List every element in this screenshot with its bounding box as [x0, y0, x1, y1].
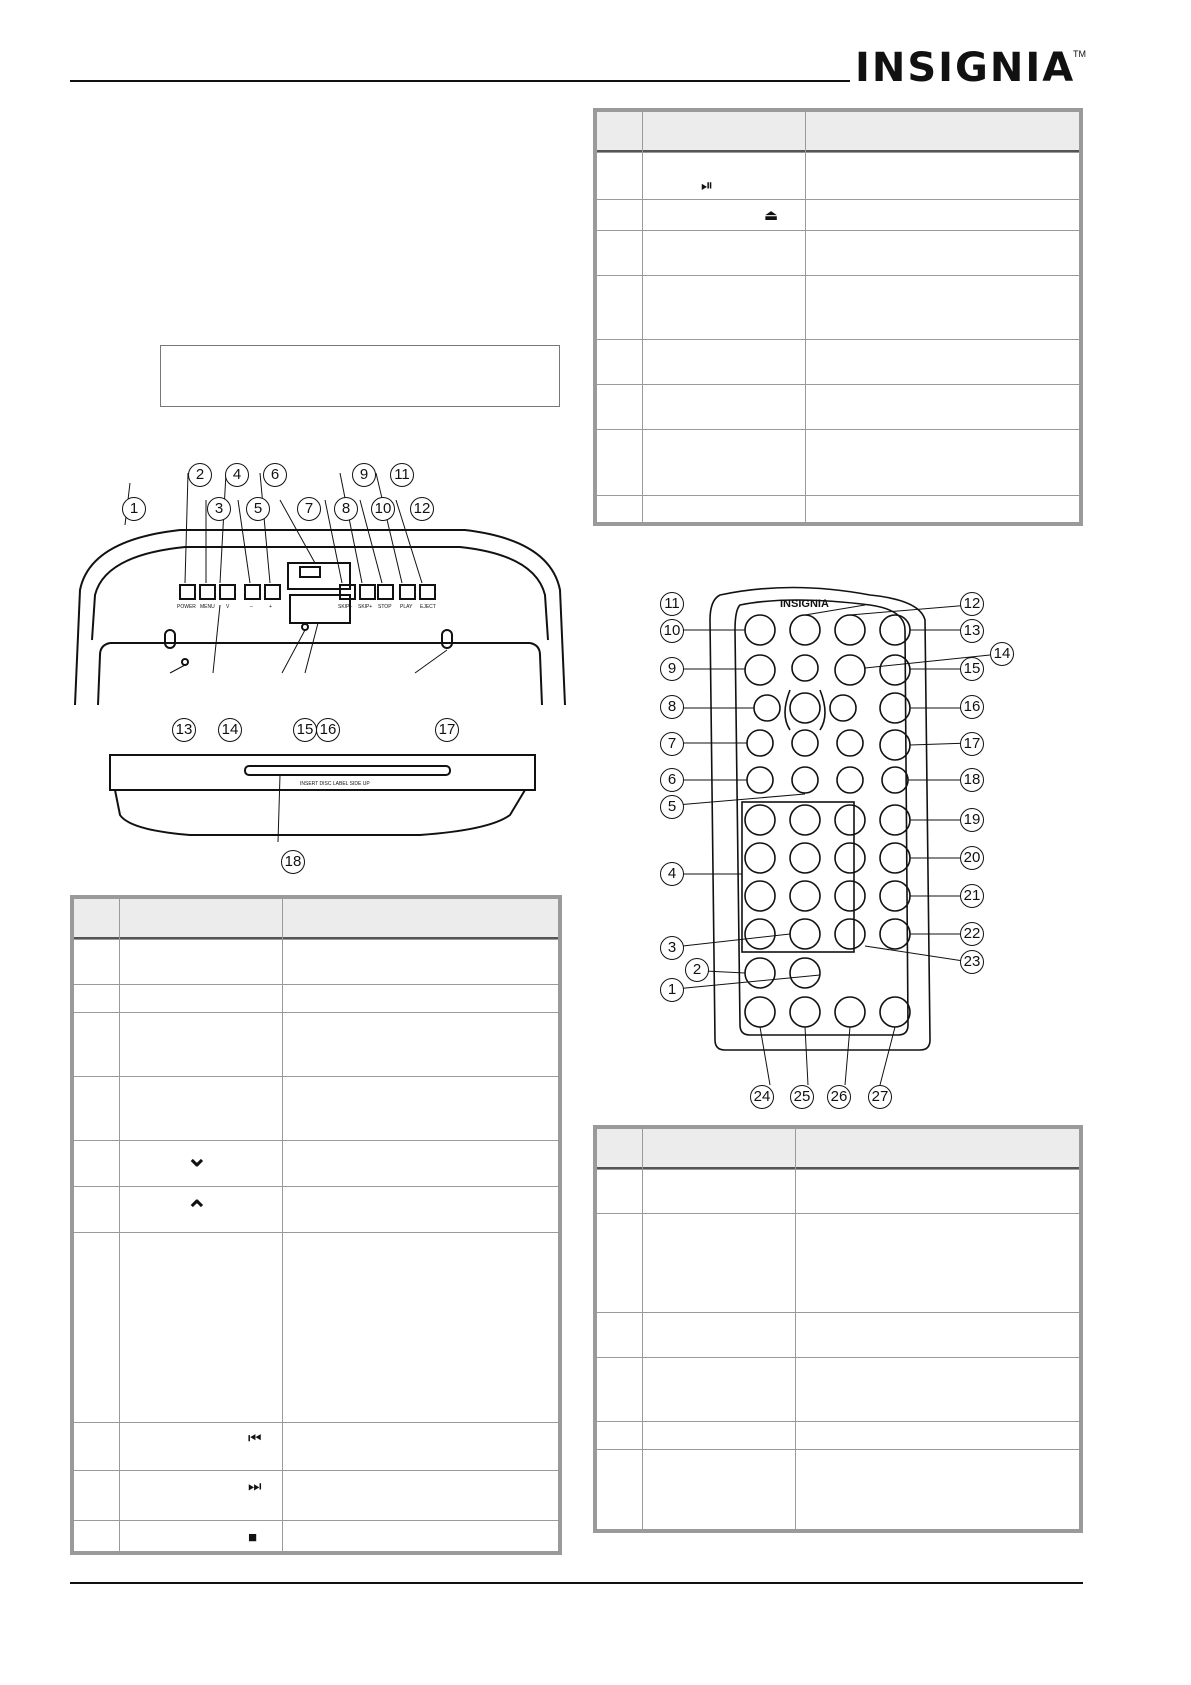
remote-callout-24: 24	[750, 1085, 774, 1109]
remote-callout-17: 17	[960, 732, 984, 756]
remote-callout-11: 11	[660, 592, 684, 616]
remote-callout-12: 12	[960, 592, 984, 616]
stop-icon: ■	[248, 1529, 258, 1546]
device-controls-table-continued	[593, 108, 1083, 526]
remote-callout-16: 16	[960, 695, 984, 719]
remote-callout-27: 27	[868, 1085, 892, 1109]
table-row	[74, 1140, 558, 1141]
device-label-v: V	[226, 604, 230, 610]
device-label-menu: MENU	[200, 604, 215, 610]
column-divider	[795, 1129, 796, 1529]
remote-callout-8: 8	[660, 695, 684, 719]
table-header-row	[74, 899, 558, 939]
table-row	[597, 230, 1079, 231]
device-label-plus: +	[269, 604, 272, 610]
table-row	[74, 1186, 558, 1187]
table-row	[74, 1470, 558, 1471]
table-row	[74, 1076, 558, 1077]
device-callout-17: 17	[435, 718, 459, 742]
remote-callout-1: 1	[660, 978, 684, 1002]
remote-callout-26: 26	[827, 1085, 851, 1109]
remote-callout-23: 23	[960, 950, 984, 974]
table-row	[597, 339, 1079, 340]
device-callout-18: 18	[281, 850, 305, 874]
table-row	[597, 1312, 1079, 1313]
remote-brand: INSIGNIA	[780, 598, 829, 610]
table-row	[597, 1357, 1079, 1358]
remote-callout-7: 7	[660, 732, 684, 756]
device-label-power: POWER	[177, 604, 196, 610]
header-rule	[70, 80, 850, 82]
device-controls-table	[70, 895, 562, 1555]
remote-callout-3: 3	[660, 936, 684, 960]
device-label-stop: STOP	[378, 604, 392, 610]
column-divider	[642, 112, 643, 522]
slot-label: INSERT DISC LABEL SIDE UP	[300, 781, 370, 787]
column-divider	[642, 1129, 643, 1529]
remote-callout-22: 22	[960, 922, 984, 946]
table-row	[597, 275, 1079, 276]
device-label-play: PLAY	[400, 604, 413, 610]
footer-rule	[70, 1582, 1083, 1584]
table-row	[74, 939, 558, 940]
device-callout-8: 8	[334, 497, 358, 521]
table-header-row	[597, 1129, 1079, 1169]
device-callout-6: 6	[263, 463, 287, 487]
table-row	[597, 384, 1079, 385]
trademark-mark: TM	[1073, 49, 1086, 59]
table-row	[597, 1213, 1079, 1214]
table-row	[597, 1421, 1079, 1422]
device-label-skip-plus: SKIP+	[358, 604, 373, 610]
remote-callout-20: 20	[960, 846, 984, 870]
remote-callout-19: 19	[960, 808, 984, 832]
remote-callout-10: 10	[660, 619, 684, 643]
remote-callout-9: 9	[660, 657, 684, 681]
brand-wordmark: INSIGNIA	[855, 45, 1076, 91]
table-row	[597, 152, 1079, 153]
device-callout-12: 12	[410, 497, 434, 521]
play-pause-icon: ⏯	[701, 177, 714, 194]
remote-callout-14: 14	[990, 642, 1014, 666]
device-callout-5: 5	[246, 497, 270, 521]
device-callout-16: 16	[316, 718, 340, 742]
table-row	[74, 984, 558, 985]
table-row	[74, 1012, 558, 1013]
device-callout-2: 2	[188, 463, 212, 487]
remote-controls-table	[593, 1125, 1083, 1533]
table-row	[74, 1232, 558, 1233]
column-divider	[119, 899, 120, 1551]
device-callout-10: 10	[371, 497, 395, 521]
remote-callout-15: 15	[960, 657, 984, 681]
remote-callout-25: 25	[790, 1085, 814, 1109]
eject-icon: ⏏	[764, 207, 779, 224]
device-label-minus: –	[250, 604, 253, 610]
skip-back-icon: ⏮	[248, 1430, 262, 1447]
device-callout-4: 4	[225, 463, 249, 487]
remote-callout-13: 13	[960, 619, 984, 643]
device-callout-15: 15	[293, 718, 317, 742]
column-divider	[282, 899, 283, 1551]
device-label-eject: EJECT	[420, 604, 436, 610]
device-diagram	[70, 455, 570, 875]
note-box	[160, 345, 560, 407]
device-callout-13: 13	[172, 718, 196, 742]
column-divider	[805, 112, 806, 522]
remote-callout-5: 5	[660, 795, 684, 819]
table-row	[597, 1169, 1079, 1170]
chevron-up-icon: ⌃	[186, 1195, 208, 1225]
table-row	[597, 495, 1079, 496]
device-label-skip-minus: SKIP–	[338, 604, 353, 610]
table-row	[74, 1520, 558, 1521]
table-row	[597, 1449, 1079, 1450]
device-callout-3: 3	[207, 497, 231, 521]
chevron-down-icon: ⌄	[186, 1142, 208, 1172]
remote-callout-21: 21	[960, 884, 984, 908]
brand-logo	[855, 45, 1086, 95]
skip-forward-icon: ⏭	[248, 1478, 262, 1495]
table-header-row	[597, 112, 1079, 152]
device-callout-11: 11	[390, 463, 414, 487]
device-callout-14: 14	[218, 718, 242, 742]
table-row	[597, 429, 1079, 430]
remote-callout-18: 18	[960, 768, 984, 792]
device-callout-1: 1	[122, 497, 146, 521]
remote-callout-6: 6	[660, 768, 684, 792]
remote-callout-2: 2	[685, 958, 709, 982]
table-row	[74, 1422, 558, 1423]
device-callout-9: 9	[352, 463, 376, 487]
remote-callout-4: 4	[660, 862, 684, 886]
table-row	[597, 199, 1079, 200]
device-callout-7: 7	[297, 497, 321, 521]
